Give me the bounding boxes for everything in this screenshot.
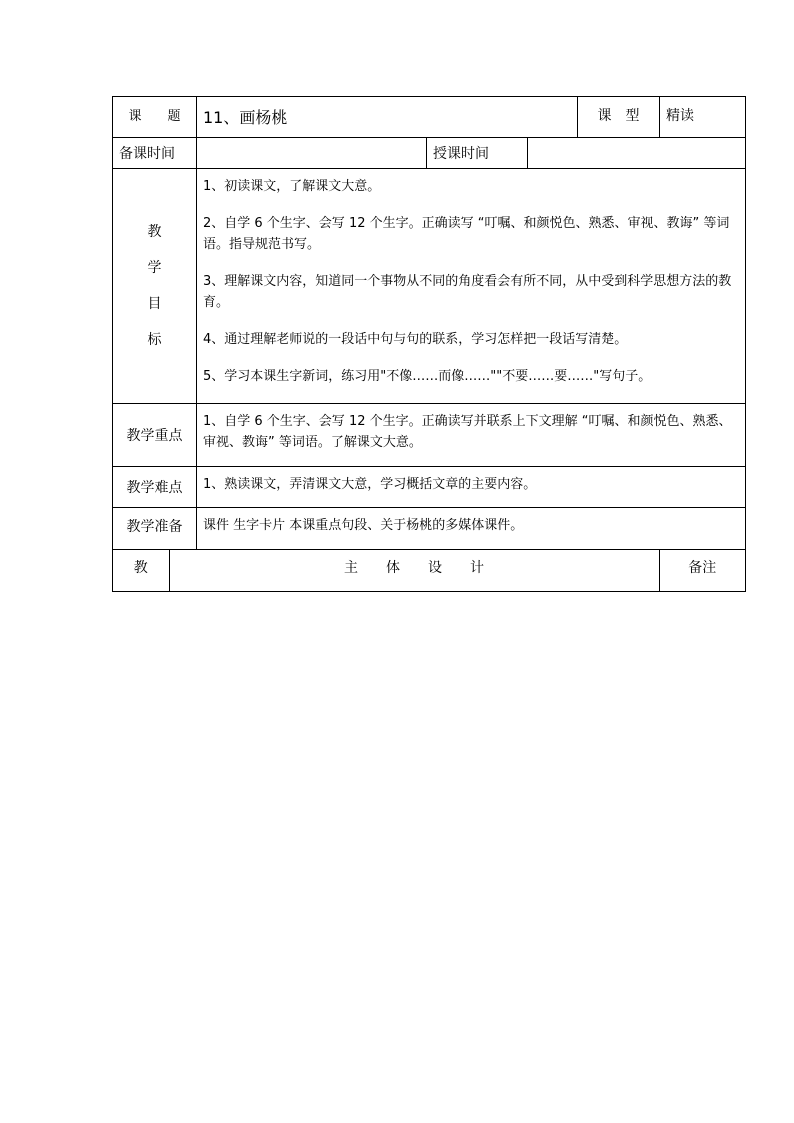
difficulties-text: 1、熟读课文，弄清课文大意，学习概括文章的主要内容。 — [203, 477, 537, 492]
teach-time-label: 授课时间 — [427, 138, 528, 169]
goal-item-1: 1、初读课文，了解课文大意。 — [203, 179, 381, 194]
key-points-row — [113, 404, 746, 467]
preparation-content — [197, 508, 746, 550]
lesson-plan-table — [112, 96, 746, 592]
key-points-label: 教学重点 — [113, 404, 197, 467]
design-header-cell — [113, 550, 746, 592]
goals-content — [197, 169, 746, 404]
topic-value: 11、画杨桃 — [197, 97, 578, 138]
goal-item-4: 4、通过理解老师说的一段话中句与句的联系，学习怎样把一段话写清楚。 — [203, 332, 628, 347]
goals-label-char-2: 学 — [147, 260, 162, 276]
goals-label — [113, 169, 197, 404]
design-header-inner — [113, 550, 745, 591]
goals-label-char-3: 目 — [147, 296, 162, 312]
topic-row — [113, 97, 746, 138]
goal-item-2: 2、自学 6 个生字、会写 12 个生字。正确读写 “叮嘱、和颜悦色、熟悉、审视、教诲” 等词语。指导规范书写。 — [203, 216, 730, 252]
goal-item-3: 3、理解课文内容，知道同一个事物从不同的角度看会有所不同，从中受到科学思想方法的教育。 — [203, 274, 732, 310]
design-center-label: 主 体 设 计 — [169, 550, 659, 591]
time-row — [113, 138, 746, 169]
type-value: 精读 — [660, 97, 746, 138]
difficulties-label: 教学难点 — [113, 467, 197, 508]
prep-time-label: 备课时间 — [113, 138, 197, 169]
key-points-content — [197, 404, 746, 467]
prep-time-value — [197, 138, 427, 169]
goals-row — [113, 169, 746, 404]
design-notes-label: 备注 — [688, 560, 717, 576]
type-label: 课 型 — [578, 97, 660, 138]
topic-label: 课 题 — [113, 97, 197, 138]
goals-label-char-1: 教 — [147, 224, 162, 240]
design-header-row — [113, 550, 746, 592]
goals-label-char-4: 标 — [147, 332, 162, 348]
preparation-row — [113, 508, 746, 550]
difficulties-row — [113, 467, 746, 508]
preparation-text: 课件 生字卡片 本课重点句段、关于杨桃的多媒体课件。 — [203, 518, 524, 533]
goal-item-5: 5、学习本课生字新词，练习用"不像……而像……""不要……要……"写句子。 — [203, 369, 652, 384]
preparation-label: 教学准备 — [113, 508, 197, 550]
teach-time-value — [528, 138, 746, 169]
key-points-text: 1、自学 6 个生字、会写 12 个生字。正确读写并联系上下文理解 “叮嘱、和颜悦色、熟悉、审视、教诲” 等词语。了解课文大意。 — [203, 414, 732, 450]
design-left-label: 教 — [113, 550, 169, 591]
difficulties-content — [197, 467, 746, 508]
